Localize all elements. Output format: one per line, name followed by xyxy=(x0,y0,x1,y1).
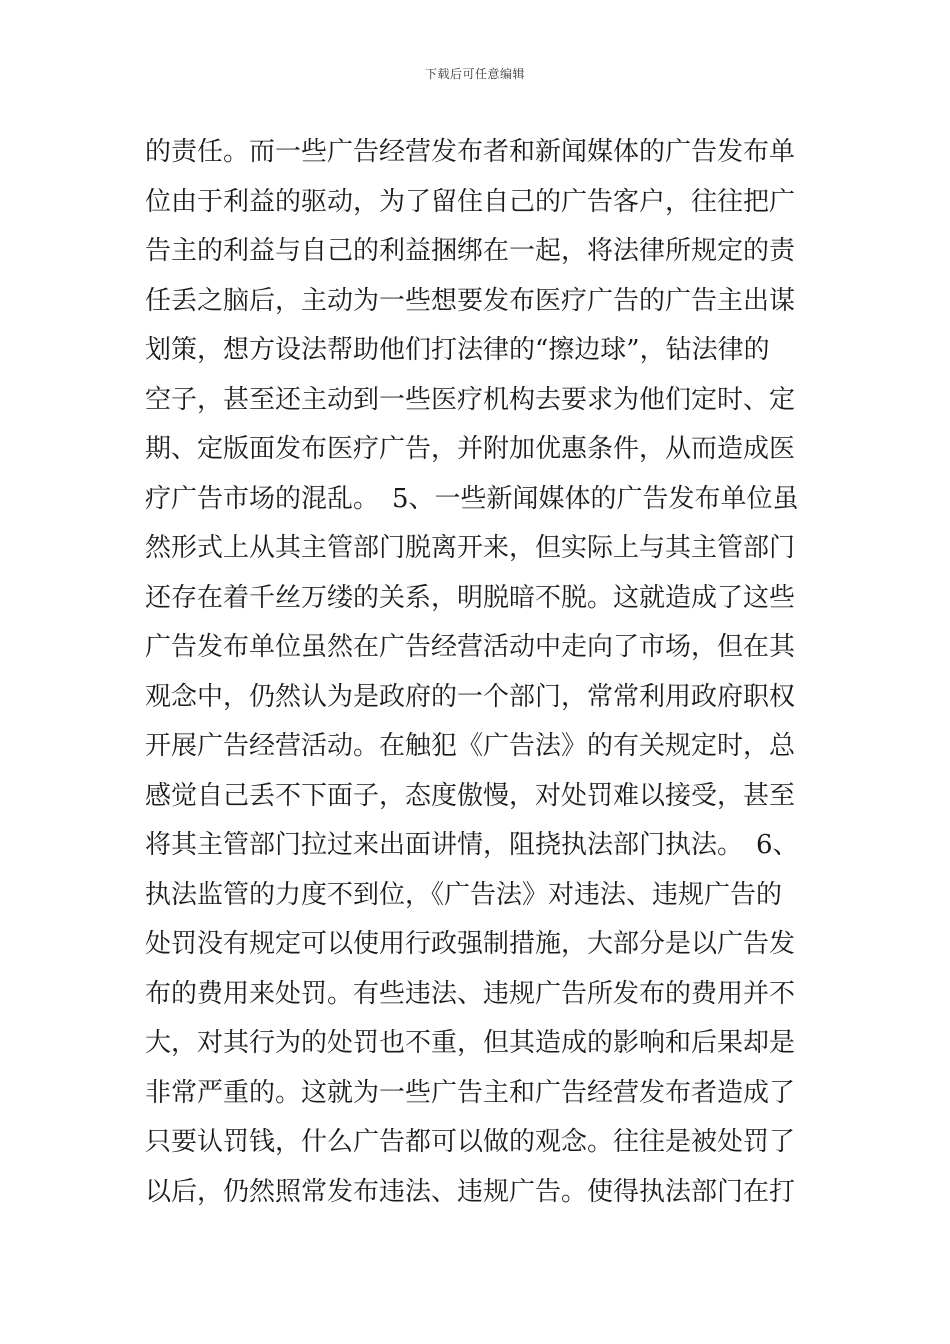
text-line: 的责任。而一些广告经营发布者和新闻媒体的广告发布单 xyxy=(145,137,796,167)
text-line: 执法监管的力度不到位，《广告法》对违法、违规广告的 xyxy=(145,879,783,910)
text-line: 位由于利益的驱动，为了留住自己的广告客户，往往把广 xyxy=(145,186,796,217)
text-line: 以后，仍然照常发布违法、违规广告。使得执法部门在打 xyxy=(145,1176,796,1207)
text-line: 告主的利益与自己的利益捆绑在一起，将法律所规定的责 xyxy=(145,236,796,266)
text-line: 将其主管部门拉过来出面讲情，阻挠执法部门执法。 6、 xyxy=(145,830,799,860)
text-line: 期、定版面发布医疗广告，并附加优惠条件，从而造成医 xyxy=(145,434,796,464)
text-line: 布的费用来处罚。有些违法、违规广告所发布的费用并不 xyxy=(145,978,796,1009)
text-line: 空子，甚至还主动到一些医疗机构去要求为他们定时、定 xyxy=(145,384,796,415)
text-line: 开展广告经营活动。在触犯《广告法》的有关规定时，总 xyxy=(145,731,796,761)
text-line: 观念中，仍然认为是政府的一个部门，常常利用政府职权 xyxy=(145,681,796,712)
text-line: 大，对其行为的处罚也不重，但其造成的影响和后果却是 xyxy=(145,1028,796,1058)
text-line: 广告发布单位虽然在广告经营活动中走向了市场，但在其 xyxy=(145,632,796,662)
text-line: 任丢之脑后，主动为一些想要发布医疗广告的广告主出谋 xyxy=(145,285,796,316)
text-line: 还存在着千丝万缕的关系，明脱暗不脱。这就造成了这些 xyxy=(145,582,796,613)
text-line: 疗广告市场的混乱。 5、一些新闻媒体的广告发布单位虽 xyxy=(145,483,799,514)
text-line: 划策，想方设法帮助他们打法律的“擦边球”，钻法律的 xyxy=(145,335,770,365)
text-line: 非常严重的。这就为一些广告主和广告经营发布者造成了 xyxy=(145,1077,796,1108)
page-header: 下载后可任意编辑 xyxy=(424,67,525,81)
text-line: 感觉自己丢不下面子，态度傲慢，对处罚难以接受，甚至 xyxy=(145,780,796,811)
text-line: 处罚没有规定可以使用行政强制措施，大部分是以广告发 xyxy=(145,929,796,959)
text-line: 只要认罚钱，什么广告都可以做的观念。往往是被处罚了 xyxy=(145,1127,796,1157)
text-line: 然形式上从其主管部门脱离开来，但实际上与其主管部门 xyxy=(145,533,796,563)
body-text xyxy=(145,128,805,1217)
